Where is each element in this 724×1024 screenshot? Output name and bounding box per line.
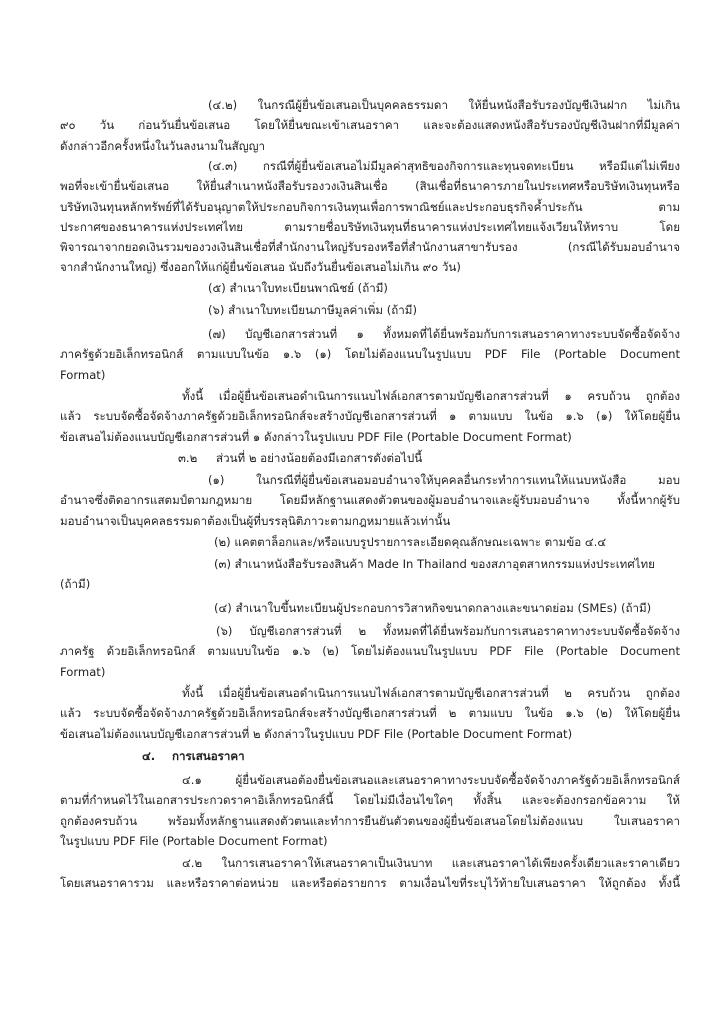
text-line: ๔.๑ ผู้ยื่นข้อเสนอต้องยื่นข้อเสนอและเสนอราคาทางระบบจัดซื้อจัดจ้างภาครัฐด้วยอิเล็กทรอนิกส์	[182, 773, 680, 787]
section-title: การเสนอราคา	[172, 749, 245, 763]
text-line: ประกาศของธนาคารแห่งประเทศไทย ตามรายชื่อบริษัทเงินทุนที่ธนาคารแห่งประเทศไทยแจ้งเวียนให้ทราบ โดย	[60, 219, 680, 234]
item-6-document-list-part2	[60, 621, 680, 682]
text-line: ถูกต้องครบถ้วน พร้อมทั้งหลักฐานแสดงตัวตนและทำการยืนยันตัวตนของผู้ยื่นข้อเสนอโดยไม่ต้องแนบ ใบเสนอราคา	[60, 813, 680, 828]
text-line: (๓) สำเนาหนังสือรับรองสินค้า Made In Thailand ของสภาอุตสาหกรรมแห่งประเทศไทย	[214, 557, 655, 571]
text-line: Format)	[60, 367, 106, 382]
text-line: พิจารณาจากยอดเงินรวมของวงเงินสินเชื่อที่สำนักงานใหญ่รับรองหรือที่สำนักงานสาขารับรอง (กรณีได้รับมอบอำนาจ	[60, 240, 680, 255]
section-number: ๔.	[142, 749, 156, 763]
text-line: จากสำนักงานใหญ่) ซึ่งออกให้แก่ผู้ยื่นข้อเสนอ นับถึงวันยื่นข้อเสนอไม่เกิน ๙๐ วัน)	[60, 260, 461, 275]
text-line: (๗) บัญชีเอกสารส่วนที่ ๑ ทั้งหมดที่ได้ยื่นพร้อมกับการเสนอราคาทางระบบจัดซื้อจัดจ้าง	[208, 327, 680, 341]
paragraph-4-3-credit-line	[60, 156, 680, 278]
text-line: โดยเสนอราคารวม และหรือราคาต่อหน่วย และหรือต่อรายการ ตามเงื่อนไขที่ระบุไว้ท้ายใบเสนอราคา ให้ถูกต้อง ทั้งนี้	[60, 876, 680, 891]
text-line: (๑) ในกรณีที่ผู้ยื่นข้อเสนอมอบอำนาจให้บุคคลอื่นกระทำการแทนให้แนบหนังสือ มอบ	[208, 473, 680, 487]
text-line: ๙๐ วัน ก่อนวันยื่นข้อเสนอ โดยให้ยื่นขณะเข้าเสนอราคา และจะต้องแสดงหนังสือรับรองบัญชีเงินฝากที่มีมูลค่า	[60, 118, 680, 133]
paragraph-4-1	[60, 770, 680, 851]
text-line: (๖) สำเนาใบทะเบียนภาษีมูลค่าเพิ่ม (ถ้ามี)	[208, 303, 417, 317]
item-4-sme-registration	[60, 598, 680, 618]
text-line: Format)	[60, 664, 106, 679]
text-line: ๔.๒ ในการเสนอราคาให้เสนอราคาเป็นเงินบาท และเสนอราคาได้เพียงครั้งเดียวและราคาเดียว	[182, 856, 680, 870]
item-6-vat-registration	[60, 300, 680, 320]
section-4-heading	[60, 746, 680, 766]
paragraph-4-2-price	[60, 853, 680, 894]
text-line: ข้อเสนอไม่ต้องแนบบัญชีเอกสารส่วนที่ ๑ ดังกล่าวในรูปแบบ PDF File (Portable Document Format)	[60, 429, 572, 444]
text-line	[60, 746, 680, 766]
section-number: ๓.๒	[178, 451, 198, 465]
text-line: (๔) สำเนาใบขึ้นทะเบียนผู้ประกอบการวิสาหกิจขนาดกลางและขนาดย่อม (SMEs) (ถ้ามี)	[214, 601, 652, 615]
text-line: (๔.๒) ในกรณีผู้ยื่นข้อเสนอเป็นบุคคลธรรมดา ให้ยื่นหนังสือรับรองบัญชีเงินฝาก ไม่เกิน	[208, 98, 680, 112]
text-line: แล้ว ระบบจัดซื้อจัดจ้างภาครัฐด้วยอิเล็กทรอนิกส์จะสร้างบัญชีเอกสารส่วนที่ ๒ ตามแบบ ในข้อ ๑.๖ (๒) ให้โดยผู้ยื่น	[60, 706, 680, 721]
text-line: ตามที่กำหนดไว้ในเอกสารประกวดราคาอิเล็กทรอนิกส์นี้ โดยไม่มีเงื่อนไขใดๆ ทั้งสิ้น และจะต้องกรอกข้อความ ให้	[60, 793, 680, 808]
text-line	[60, 448, 680, 468]
text-line: (ถ้ามี)	[60, 577, 91, 592]
text-line: ภาครัฐ ด้วยอิเล็กทรอนิกส์ ตามแบบในข้อ ๑.๖ (๒) โดยไม่ต้องแนบในรูปแบบ PDF File (Portable Document	[60, 644, 680, 659]
text-line: บริษัทเงินทุนหลักทรัพย์ที่ได้รับอนุญาตให้ประกอบกิจการเงินทุนเพื่อการพาณิชย์และประกอบธุรกิจค้ำประกัน ตาม	[60, 199, 680, 214]
item-5-commercial-registration	[60, 278, 680, 298]
text-line: ทั้งนี้ เมื่อผู้ยื่นข้อเสนอดำเนินการแนบไฟล์เอกสารตามบัญชีเอกสารส่วนที่ ๒ ครบถ้วน ถูกต้อง	[182, 686, 680, 700]
text-line: ในรูปแบบ PDF File (Portable Document Format)	[60, 833, 328, 848]
paragraph-after-part1	[60, 386, 680, 447]
text-line: มอบอำนาจเป็นบุคคลธรรมดาต้องเป็นผู้ที่บรรลุนิติภาวะตามกฎหมายแล้วเท่านั้น	[60, 513, 451, 528]
text-line: ข้อเสนอไม่ต้องแนบบัญชีเอกสารส่วนที่ ๒ ดังกล่าวในรูปแบบ PDF File (Portable Document Format)	[60, 726, 573, 741]
item-7-document-list-part1	[60, 324, 680, 385]
item-2-catalog	[60, 532, 680, 552]
item-3-made-in-thailand	[60, 554, 680, 595]
section-title: ส่วนที่ ๒ อย่างน้อยต้องมีเอกสารดังต่อไปนี้	[216, 451, 423, 465]
text-line: แล้ว ระบบจัดซื้อจัดจ้างภาครัฐด้วยอิเล็กทรอนิกส์จะสร้างบัญชีเอกสารส่วนที่ ๑ ตามแบบ ในข้อ ๑.๖ (๑) ให้โดยผู้ยื่น	[60, 409, 680, 424]
text-line: (๕) สำเนาใบทะเบียนพาณิชย์ (ถ้ามี)	[208, 281, 388, 295]
text-line: ดังกล่าวอีกครั้งหนึ่งในวันลงนามในสัญญา	[60, 138, 265, 153]
section-3-2-heading	[60, 448, 680, 468]
item-1-power-of-attorney	[60, 470, 680, 531]
text-line: (๖) บัญชีเอกสารส่วนที่ ๒ ทั้งหมดที่ได้ยื่นพร้อมกับการเสนอราคาทางระบบจัดซื้อจัดจ้าง	[216, 624, 680, 638]
paragraph-after-part2	[60, 683, 680, 744]
text-line: ภาครัฐด้วยอิเล็กทรอนิกส์ ตามแบบในข้อ ๑.๖ (๑) โดยไม่ต้องแนบในรูปแบบ PDF File (Portable Document	[60, 347, 680, 362]
text-line: ทั้งนี้ เมื่อผู้ยื่นข้อเสนอดำเนินการแนบไฟล์เอกสารตามบัญชีเอกสารส่วนที่ ๑ ครบถ้วน ถูกต้อง	[182, 389, 680, 403]
text-line: (๒) แคตตาล็อกและ/หรือแบบรูปรายการละเอียดคุณลักษณะเฉพาะ ตามข้อ ๔.๔	[214, 535, 607, 549]
text-line: (๔.๓) กรณีที่ผู้ยื่นข้อเสนอไม่มีมูลค่าสุทธิของกิจการและทุนจดทะเบียน หรือมีแต่ไม่เพียง	[208, 159, 680, 173]
paragraph-4-2-individual-deposit	[60, 95, 680, 156]
text-line: อำนาจซึ่งติดอากรแสตมป์ตามกฎหมาย โดยมีหลักฐานแสดงตัวตนของผู้มอบอำนาจและผู้รับมอบอำนาจ ทั้งนี้หากผู้รับ	[60, 493, 680, 508]
text-line: พอที่จะเข้ายื่นข้อเสนอ ให้ยื่นสำเนาหนังสือรับรองวงเงินสินเชื่อ (สินเชื่อที่ธนาคารภายในประเทศหรือบริษัทเงินทุนหรือ	[60, 179, 680, 194]
